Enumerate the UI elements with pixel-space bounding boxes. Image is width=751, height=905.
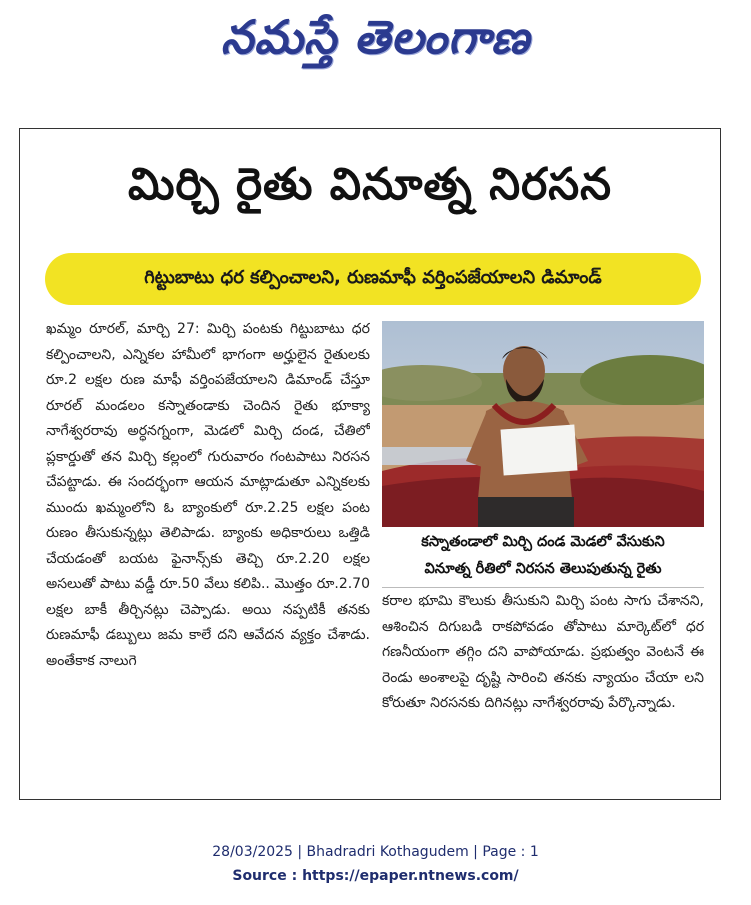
article-subheadline: గిట్టుబాటు ధర కల్పించాలని, రుణమాఫీ వర్తింపజేయాలని డిమాండ్ (144, 266, 602, 288)
page-footer (0, 840, 751, 888)
caption-divider (382, 587, 704, 588)
photo-caption-line-2: వినూత్న రీతిలో నిరసన తెలుపుతున్న రైతు (424, 561, 662, 577)
article-photo (382, 321, 704, 527)
article-clipping (19, 128, 721, 800)
footer-date-edition: 28/03/2025 | Bhadradri Kothagudem | Page : 1 (212, 844, 539, 860)
farmer-protest-photo (382, 321, 704, 527)
article-headline: మిర్చి రైతు వినూత్న నిరసన (128, 159, 612, 210)
article-body-left: ఖమ్మం రూరల్, మార్చి 27: మిర్చి పంటకు గిట్టుబాటు ధర కల్పించాలని, ఎన్నికల హామీలో భాగంగా అర్హులైన రైతులకు రూ.2 లక్షల రుణ మాఫీ వర్తింపజేయాలని డిమాండ్ చేస్తూ రూరల్ మండలం కస్నాతండాకు చెందిన రైతు భూక్యా నాగేశ్వరరావు అర్ధనగ్నంగా, మెడలో మిర్చి దండ, చేతిలో ప్లకార్డుతో తన మిర్చి కల్లంలో గురువారం గంటపాటు నిరసన చేపట్టాడు. ఈ సందర్భంగా ఆయన మాట్లాడుతూ ఎన్నికలకు ముందు ఖమ్మంలోని ఓ బ్యాంకులో రూ.2.25 లక్షల పంట రుణం తీసుకున్నట్లు తెలిపాడు. బ్యాంకు అధికారులు ఒత్తిడి చేయడంతో బయట ఫైనాన్స్‌కు తెచ్చి రూ.2.20 లక్షల అసలుతో పాటు వడ్డీ రూ.50 వేలు కలిపి.. మొత్తం రూ.2.70 లక్షల బాకీ తీర్చినట్లు చెప్పాడు. అయి నప్పటికీ తనకు రుణమాఫీ డబ్బులు జమ కాలే దని ఆవేదన వ్యక్తం చేశాడు. అంతేకాక నాలుగె (46, 321, 370, 669)
photo-caption-line-1: కస్నాతండాలో మిర్చి దండ మెడలో వేసుకుని (421, 534, 665, 550)
article-subheadline-banner (45, 253, 701, 305)
article-body-right: కరాల భూమి కౌలుకు తీసుకుని మిర్చి పంట సాగు చేశానని, ఆశించిన దిగుబడి రాకపోవడం తోపాటు మార్కెట్‌లో ధర గణనీయంగా తగ్గిం దని వాపోయాడు. ప్రభుత్వం వెంటనే ఈ రెండు అంశాలపై దృష్టి సారించి తనకు న్యాయం చేయా లని కోరుతూ నిరసనకు దిగినట్లు నాగేశ్వరరావు పేర్కొన్నాడు. (382, 593, 704, 711)
photo-caption (382, 529, 704, 585)
footer-source-link[interactable]: Source : https://epaper.ntnews.com/ (232, 868, 519, 884)
masthead-logo: నమస్తే తెలంగాణ (220, 10, 531, 64)
masthead (0, 4, 751, 82)
